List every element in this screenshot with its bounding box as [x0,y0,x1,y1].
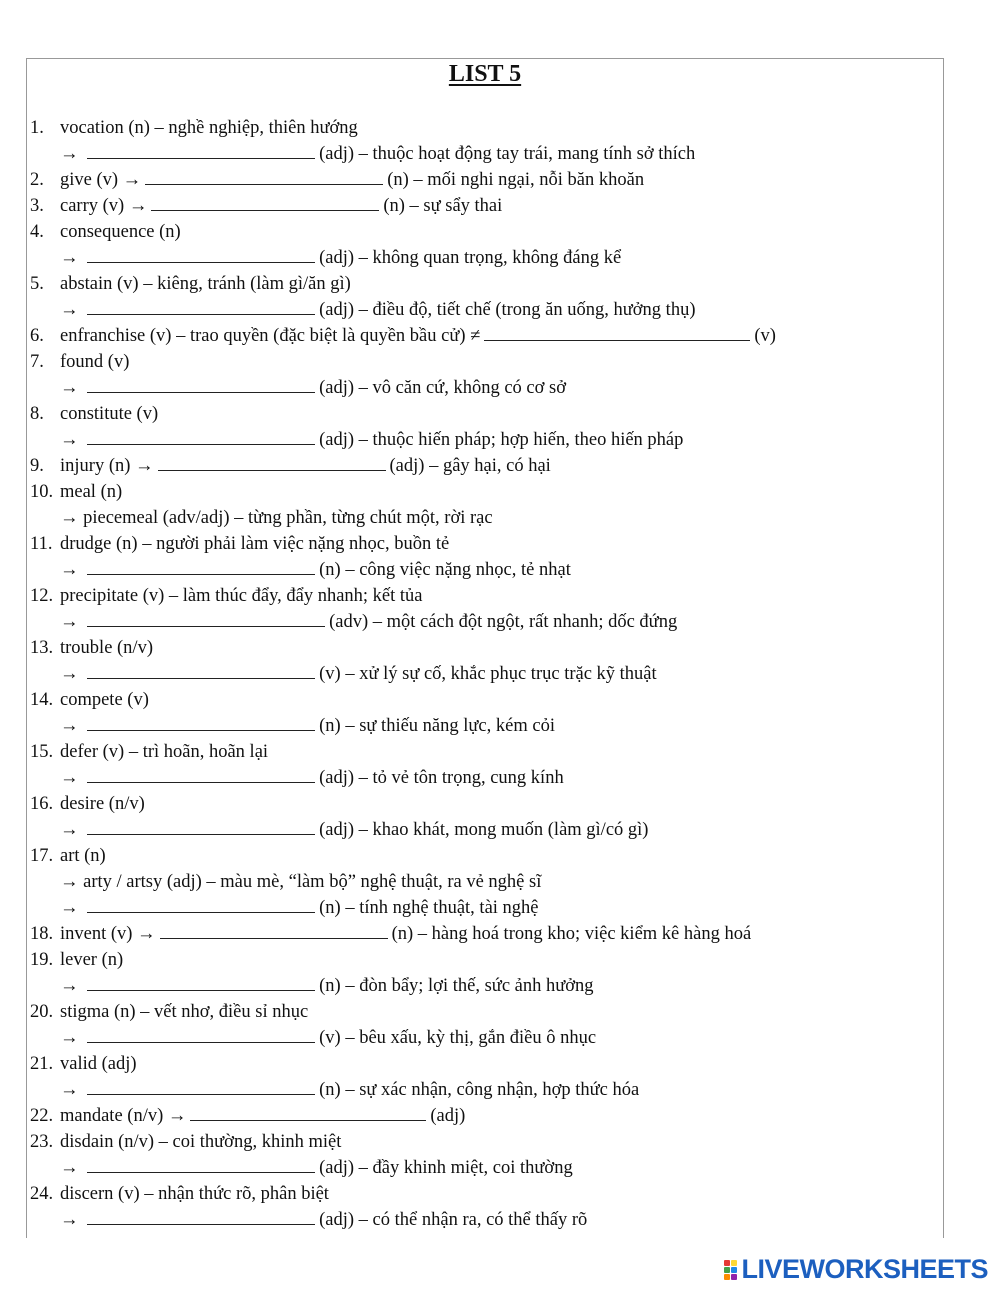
arrow-icon: → [60,560,84,580]
item-number: 3. [30,196,44,216]
item-definition: (v) – xử lý sự cố, khắc phục trục trặc kỹ thuật [319,664,657,684]
answer-blank[interactable] [160,922,388,939]
item-text: vocation (n) – nghề nghiệp, thiên hướng [60,118,358,138]
answer-blank[interactable] [484,324,750,341]
arrow-icon: → [60,144,84,164]
list-item-subline [30,869,940,895]
answer-blank[interactable] [87,896,315,913]
arrow-icon: → [60,430,84,450]
list-item-subline [30,817,940,843]
item-number: 24. [30,1184,54,1204]
item-number: 20. [30,1002,54,1022]
item-definition: (n) – hàng hoá trong kho; việc kiểm kê hàng hoá [391,924,752,944]
answer-blank[interactable] [87,1156,315,1173]
liveworksheets-logo [724,1254,988,1285]
answer-blank[interactable] [87,714,315,731]
item-number: 7. [30,352,44,372]
item-definition: (n) – sự thiếu năng lực, kém cỏi [319,716,555,736]
list-item [30,219,940,245]
list-item [30,687,940,713]
item-text: trouble (n/v) [60,638,153,658]
item-definition: (adj) – khao khát, mong muốn (làm gì/có gì) [319,820,649,840]
answer-blank[interactable] [87,558,315,575]
item-definition: (adj) – có thể nhận ra, có thể thấy rõ [319,1210,588,1230]
item-text: constitute (v) [60,404,159,424]
item-definition: (n) – sự xác nhận, công nhận, hợp thức hóa [319,1080,640,1100]
list-item [30,193,940,219]
item-definition: (n) – mối nghi ngại, nỗi băn khoăn [387,170,645,190]
answer-blank[interactable] [87,298,315,315]
item-text: precipitate (v) – làm thúc đẩy, đẩy nhanh; kết tủa [60,586,423,606]
item-definition: (n) – đòn bẩy; lợi thế, sức ảnh hưởng [319,976,594,996]
item-text: piecemeal (adv/adj) – từng phần, từng chút một, rời rạc [83,508,493,528]
list-item-subline [30,609,940,635]
answer-blank[interactable] [190,1104,426,1121]
list-item [30,323,940,349]
list-item [30,1051,940,1077]
arrow-icon: → [60,976,84,996]
list-item [30,999,940,1025]
item-number: 15. [30,742,54,762]
item-number: 21. [30,1054,54,1074]
item-text: drudge (n) – người phải làm việc nặng nhọc, buồn tẻ [60,534,450,554]
item-number: 2. [30,170,44,190]
arrow-icon: → [60,716,84,736]
list-item-subline [30,375,940,401]
item-definition: (v) – bêu xấu, kỳ thị, gắn điều ô nhục [319,1028,597,1048]
arrow-icon: → [60,1210,84,1230]
item-text: consequence (n) [60,222,181,242]
list-item [30,349,940,375]
item-number: 11. [30,534,53,554]
item-number: 4. [30,222,44,242]
list-item-subline [30,973,940,999]
arrow-icon: → [60,300,84,320]
item-definition: (adj) – thuộc hoạt động tay trái, mang tính sở thích [319,144,696,164]
item-definition: (n) – công việc nặng nhọc, tẻ nhạt [319,560,571,580]
item-number: 14. [30,690,54,710]
answer-blank[interactable] [87,376,315,393]
item-text: meal (n) [60,482,123,502]
item-text: lever (n) [60,950,124,970]
item-number: 19. [30,950,54,970]
item-number: 5. [30,274,44,294]
list-item-subline [30,713,940,739]
list-item [30,1103,940,1129]
answer-blank[interactable] [145,168,383,185]
list-item-subline [30,141,940,167]
arrow-icon: → [60,768,84,788]
answer-blank[interactable] [87,974,315,991]
page-title: LIST 5 [448,61,522,87]
list-item [30,479,940,505]
list-item-subline [30,1025,940,1051]
list-item [30,401,940,427]
arrow-icon: → [60,1028,84,1048]
item-text: arty / artsy (adj) – màu mè, “làm bộ” nghệ thuật, ra vẻ nghệ sĩ [83,872,542,892]
list-item-subline [30,557,940,583]
item-text: give (v) → [60,170,142,190]
answer-blank[interactable] [87,766,315,783]
arrow-icon: → [60,508,84,528]
item-definition: (v) [754,326,776,346]
list-item [30,271,940,297]
arrow-icon: → [60,872,84,892]
list-item-subline [30,1077,940,1103]
answer-blank[interactable] [87,610,325,627]
item-definition: (adj) – vô căn cứ, không có cơ sở [319,378,567,398]
item-number: 23. [30,1132,54,1152]
list-item [30,115,940,141]
item-number: 16. [30,794,54,814]
item-number: 17. [30,846,54,866]
item-text: defer (v) – trì hoãn, hoãn lại [60,742,269,762]
item-text: mandate (n/v) → [60,1106,187,1126]
answer-blank[interactable] [87,246,315,263]
item-text: enfranchise (v) – trao quyền (đặc biệt là quyền bầu cử) ≠ [60,326,481,346]
item-number: 1. [30,118,44,138]
item-text: compete (v) [60,690,149,710]
logo-text: LIVEWORKSHEETS [741,1254,988,1284]
item-text: valid (adj) [60,1054,137,1074]
answer-blank[interactable] [151,194,379,211]
item-definition: (adj) – tỏ vẻ tôn trọng, cung kính [319,768,564,788]
list-item-subline [30,427,940,453]
list-item [30,453,940,479]
item-number: 9. [30,456,44,476]
item-definition: (adj) – thuộc hiến pháp; hợp hiến, theo hiến pháp [319,430,684,450]
item-text: stigma (n) – vết nhơ, điều sỉ nhục [60,1002,309,1022]
item-text: abstain (v) – kiêng, tránh (làm gì/ăn gì) [60,274,351,294]
item-text: invent (v) → [60,924,156,944]
list-item [30,1129,940,1155]
list-item [30,947,940,973]
list-item-subline [30,1207,940,1233]
item-text: found (v) [60,352,130,372]
item-definition: (adj) – điều độ, tiết chế (trong ăn uống, hưởng thụ) [319,300,696,320]
arrow-icon: → [60,898,84,918]
answer-blank[interactable] [87,1078,315,1095]
item-text: disdain (n/v) – coi thường, khinh miệt [60,1132,342,1152]
item-number: 18. [30,924,54,944]
item-definition: (adj) – không quan trọng, không đáng kể [319,248,622,268]
answer-blank[interactable] [87,818,315,835]
worksheet-frame [26,58,944,1238]
list-item-subline [30,505,940,531]
answer-blank[interactable] [87,1208,315,1225]
arrow-icon: → [60,1158,84,1178]
item-definition: (adj) – gây hại, có hại [389,456,551,476]
list-item-subline [30,1155,940,1181]
item-definition: (adj) – đầy khinh miệt, coi thường [319,1158,573,1178]
item-text: desire (n/v) [60,794,145,814]
list-item-subline [30,297,940,323]
list-item [30,583,940,609]
list-item [30,1181,940,1207]
arrow-icon: → [60,664,84,684]
item-definition: (adj) [430,1106,466,1126]
answer-blank[interactable] [87,1026,315,1043]
item-number: 10. [30,482,54,502]
list-item [30,921,940,947]
arrow-icon: → [60,1080,84,1100]
arrow-icon: → [60,378,84,398]
answer-blank[interactable] [87,142,315,159]
list-item [30,635,940,661]
list-item-subline [30,895,940,921]
item-number: 22. [30,1106,54,1126]
item-definition: (adv) – một cách đột ngột, rất nhanh; dốc đứng [329,612,678,632]
item-number: 13. [30,638,54,658]
item-number: 12. [30,586,54,606]
answer-blank[interactable] [87,428,315,445]
item-text: discern (v) – nhận thức rõ, phân biệt [60,1184,329,1204]
answer-blank[interactable] [87,662,315,679]
item-text: injury (n) → [60,456,154,476]
item-definition: (n) – sự sẩy thai [383,196,503,216]
answer-blank[interactable] [158,454,386,471]
arrow-icon: → [60,612,84,632]
list-item-subline [30,661,940,687]
item-definition: (n) – tính nghệ thuật, tài nghệ [319,898,539,918]
item-number: 8. [30,404,44,424]
item-text: art (n) [60,846,106,866]
vocabulary-list [30,115,940,1233]
item-text: carry (v) → [60,196,148,216]
list-item [30,739,940,765]
list-item [30,167,940,193]
list-item [30,791,940,817]
logo-mark-icon [724,1260,737,1280]
arrow-icon: → [60,248,84,268]
list-item-subline [30,765,940,791]
list-item [30,843,940,869]
list-item-subline [30,245,940,271]
item-number: 6. [30,326,44,346]
list-item [30,531,940,557]
arrow-icon: → [60,820,84,840]
